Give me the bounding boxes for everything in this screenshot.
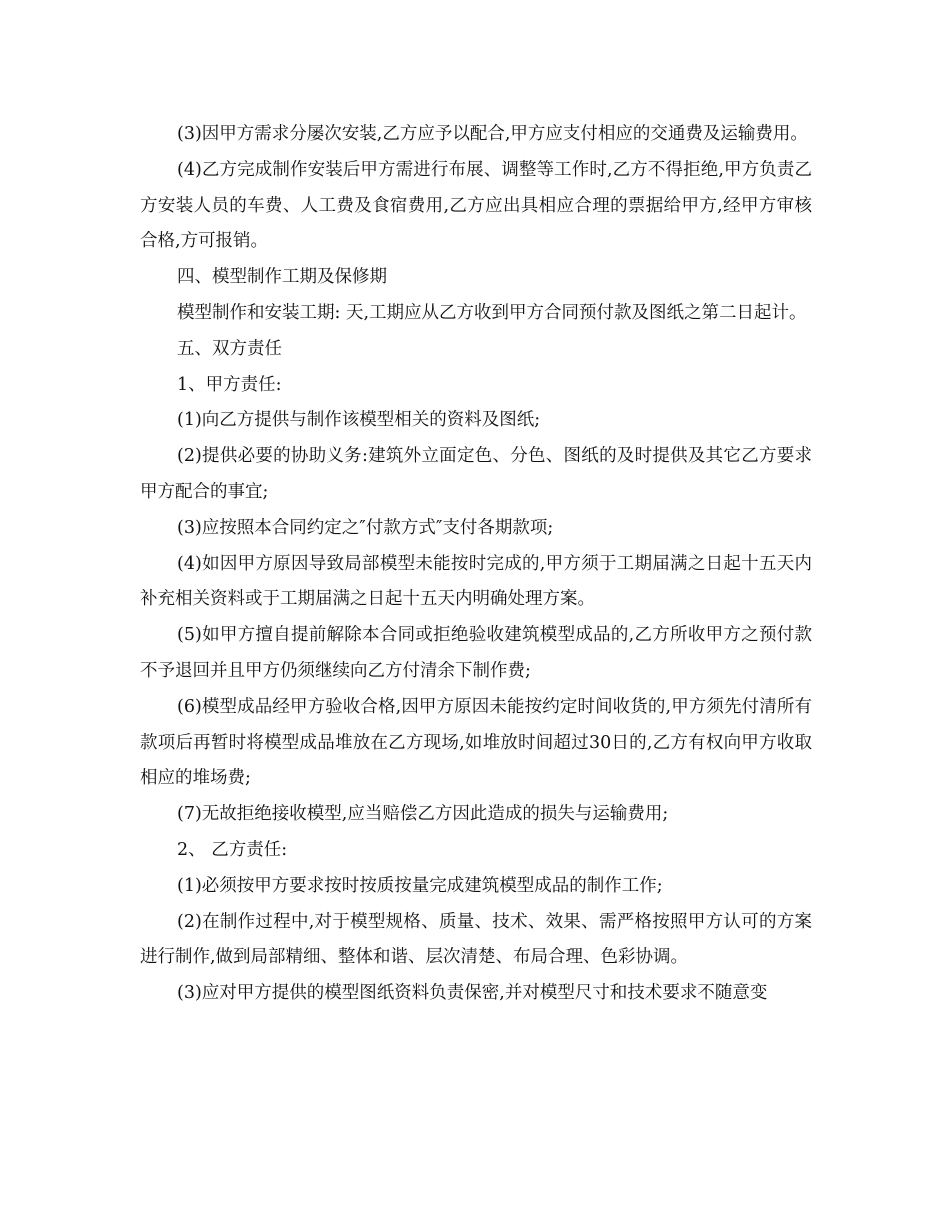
paragraph-4: (1)向乙方提供与制作该模型相关的资料及图纸;: [177, 410, 541, 431]
paragraph-8: (5)如甲方擅自提前解除本合同或拒绝验收建筑模型成品的,乙方所收甲方之预付款不予退回并且甲方仍须继续向乙方付清余下制作费;: [140, 625, 812, 681]
subheading-party-b: 2、 乙方责任:: [177, 839, 288, 860]
paragraph-6: (3)应按照本合同约定之″付款方式″支付各期款项;: [177, 517, 554, 538]
paragraph-7: (4)如因甲方原因导致局部模型未能按时完成的,甲方须于工期届满之日起十五天内补充相关资料或于工期届满之日起十五天内明确处理方案。: [140, 553, 812, 610]
paragraph-12: (2)在制作过程中,对于模型规格、质量、技术、效果、需严格按照甲方认可的方案进行制作,做到局部精细、整体和谐、层次清楚、布局合理、色彩协调。: [140, 911, 812, 968]
paragraph-9: (6)模型成品经甲方验收合格,因甲方原因未能按约定时间收货的,甲方须先付清所有款项后再暂时将模型成品堆放在乙方现场,如堆放时间超过30日的,乙方有权向甲方收取相应的堆场费;: [140, 696, 812, 789]
document-body: [140, 117, 812, 1012]
paragraph-10: (7)无故拒绝接收模型,应当赔偿乙方因此造成的损失与运输费用;: [177, 804, 669, 825]
paragraph-13: (3)应对甲方提供的模型图纸资料负责保密,并对模型尺寸和技术要求不随意变: [177, 983, 768, 1004]
paragraph-3: 模型制作和安装工期: 天,工期应从乙方收到甲方合同预付款及图纸之第二日起计。: [177, 302, 807, 323]
section-heading-4: 四、模型制作工期及保修期: [177, 267, 387, 288]
paragraph-11: (1)必须按甲方要求按时按质按量完成建筑模型成品的制作工作;: [177, 875, 663, 896]
paragraph-2: (4)乙方完成制作安装后甲方需进行布展、调整等工作时,乙方不得拒绝,甲方负责乙方安装人员的车费、人工费及食宿费用,乙方应出具相应合理的票据给甲方,经甲方审核合格,方可报销。: [140, 159, 812, 252]
paragraph-5: (2)提供必要的协助义务:建筑外立面定色、分色、图纸的及时提供及其它乙方要求甲方配合的事宜;: [140, 446, 812, 502]
subheading-party-a: 1、甲方责任:: [177, 374, 282, 395]
paragraph-1: (3)因甲方需求分屡次安装,乙方应予以配合,甲方应支付相应的交通费及运输费用。: [177, 124, 808, 144]
section-heading-5: 五、双方责任: [177, 338, 282, 359]
